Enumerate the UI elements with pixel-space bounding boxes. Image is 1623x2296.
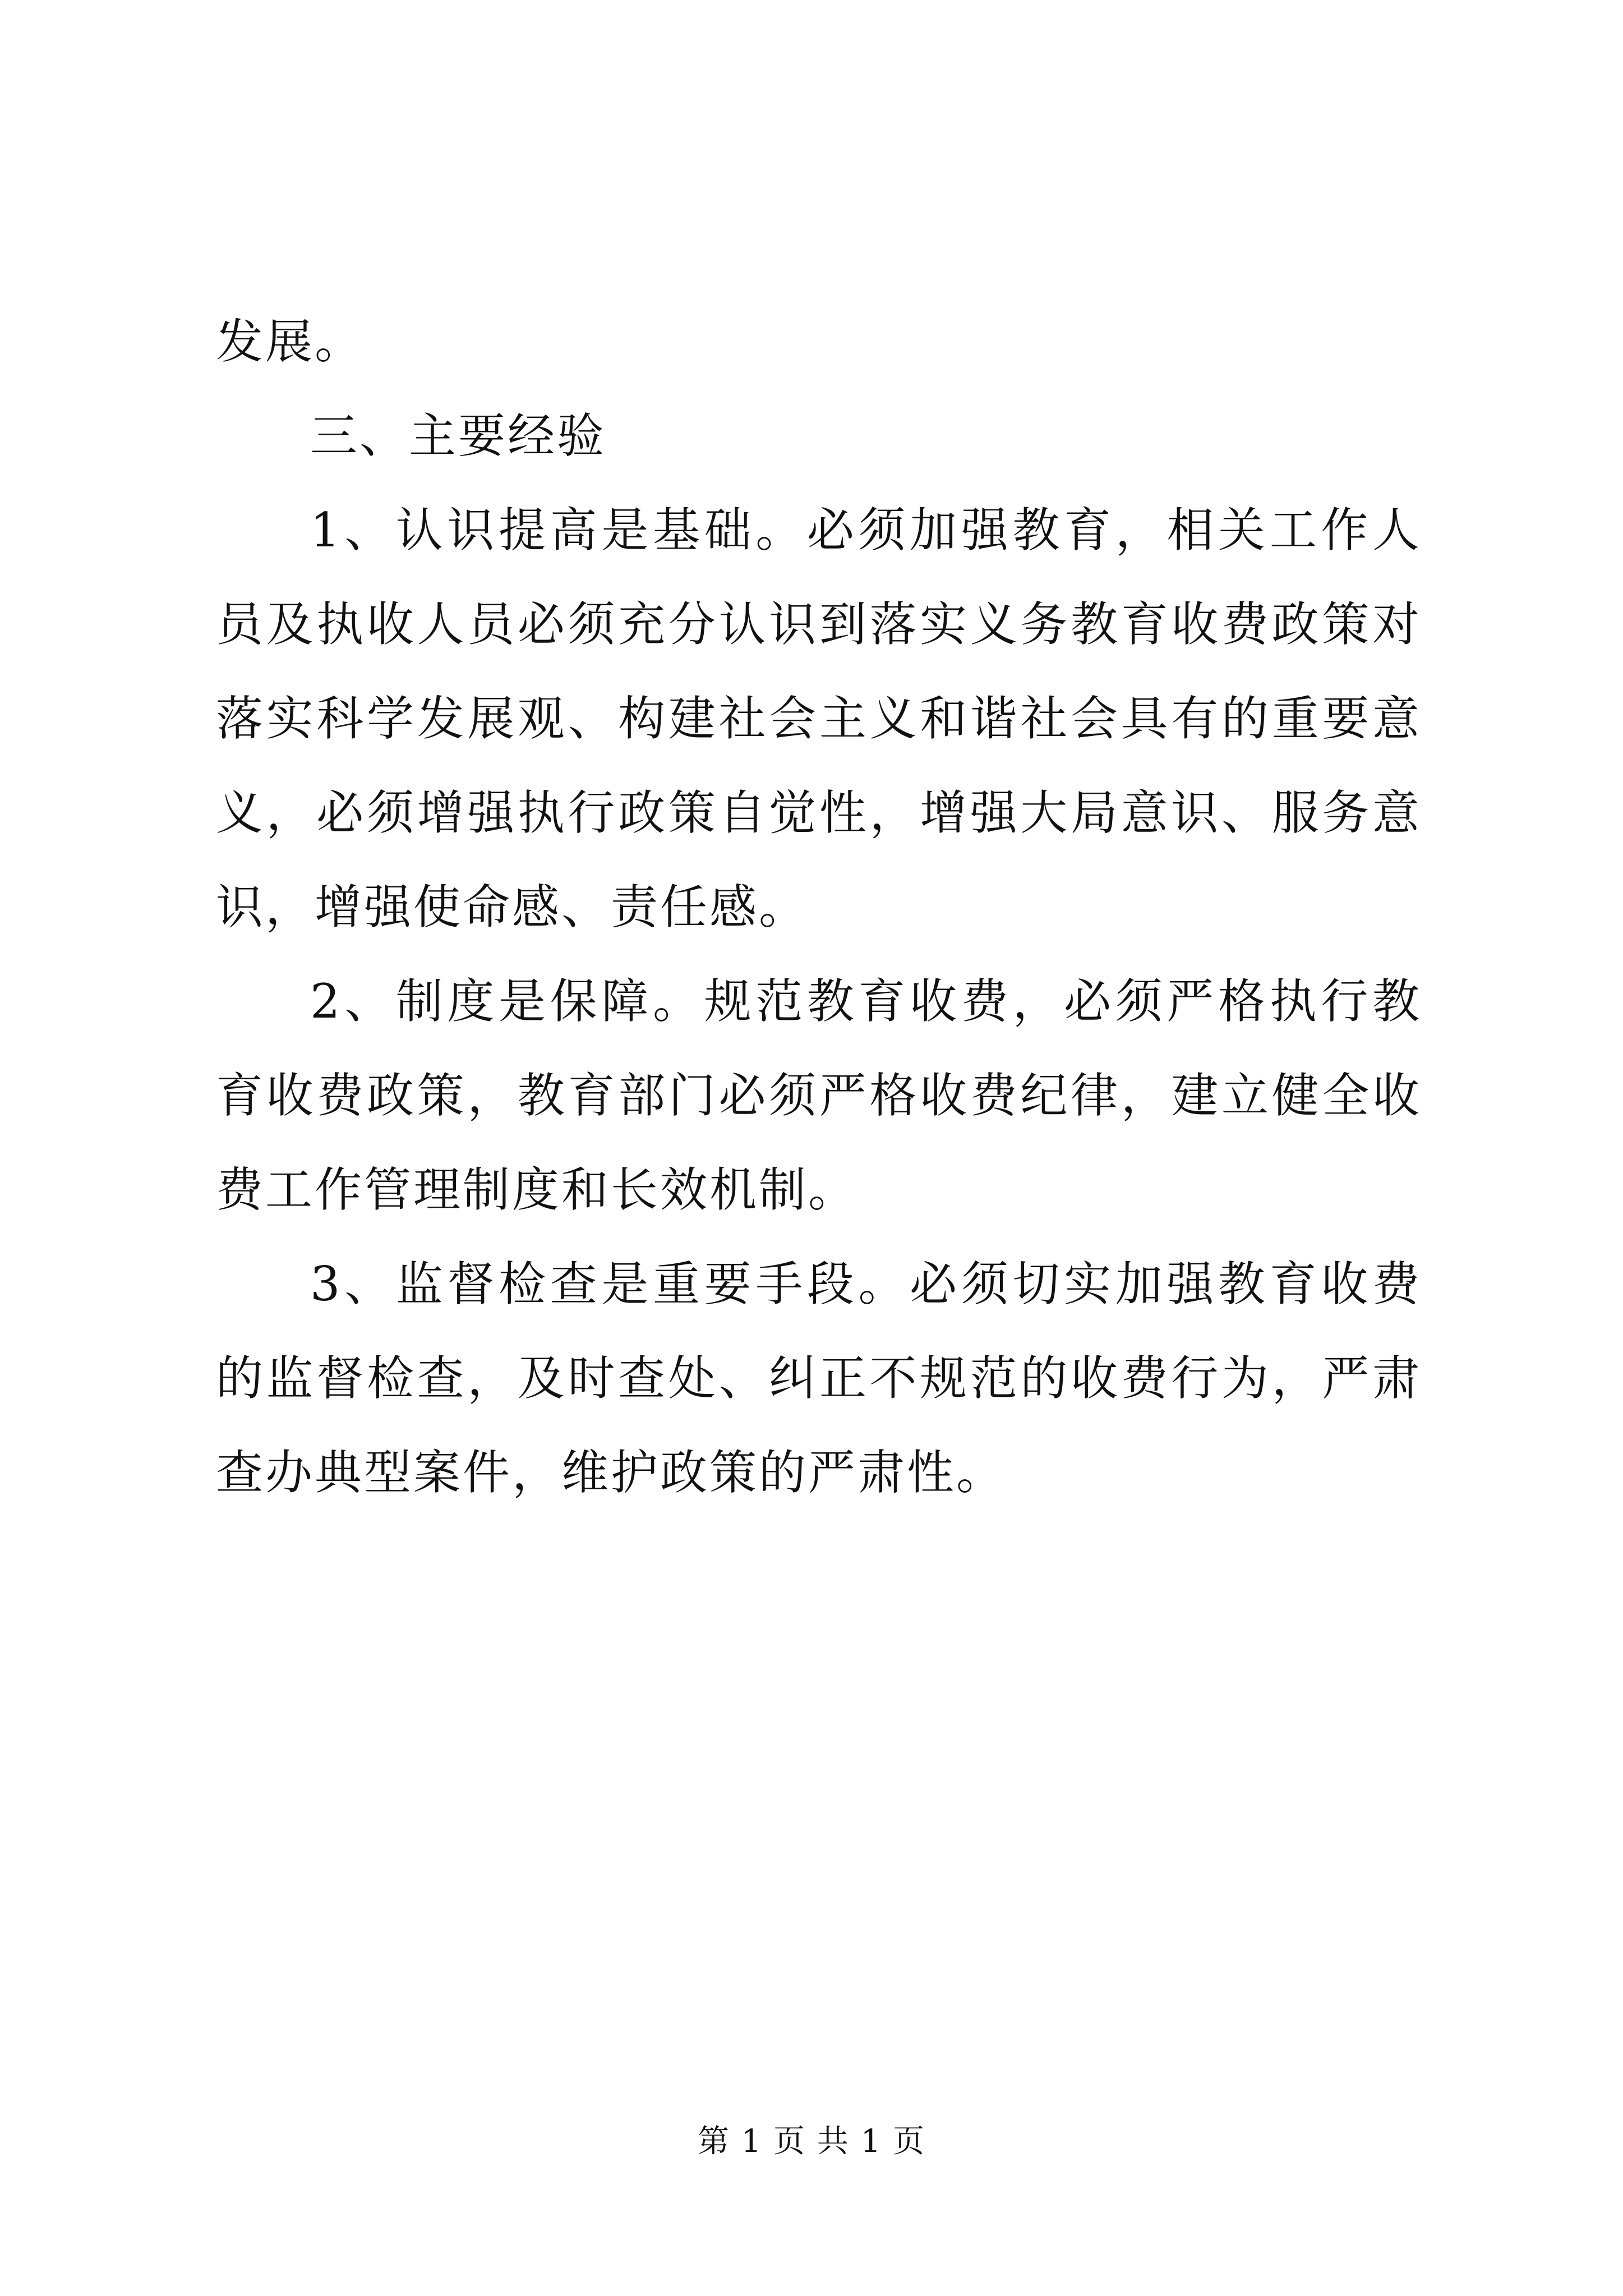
paragraph-continuation: 发展。: [216, 314, 365, 369]
paragraph-point-1: 1、认识提高是基础。必须加强教育，相关工作人员及执收人员必须充分认识到落实义务教育收费政策对落实科学发展观、构建社会主义和谐社会具有的重要意义，必须增强执行政策自觉性，增强大局意识、服务意识，增强使命感、责任感。: [216, 503, 1422, 935]
paragraph-point-2: 2、制度是保障。规范教育收费，必须严格执行教育收费政策，教育部门必须严格收费纪律，建立健全收费工作管理制度和长效机制。: [216, 974, 1422, 1217]
page-footer: [0, 2119, 1623, 2164]
paragraph-point-3: 3、监督检查是重要手段。必须切实加强教育收费的监督检查，及时查处、纠正不规范的收费行为，严肃查办典型案件，维护政策的严肃性。: [216, 1257, 1422, 1500]
page-number-label: 第 1 页 共 1 页: [697, 2123, 926, 2160]
document-body: [216, 295, 1422, 1520]
section-heading-main-experience: 三、主要经验: [310, 408, 607, 463]
